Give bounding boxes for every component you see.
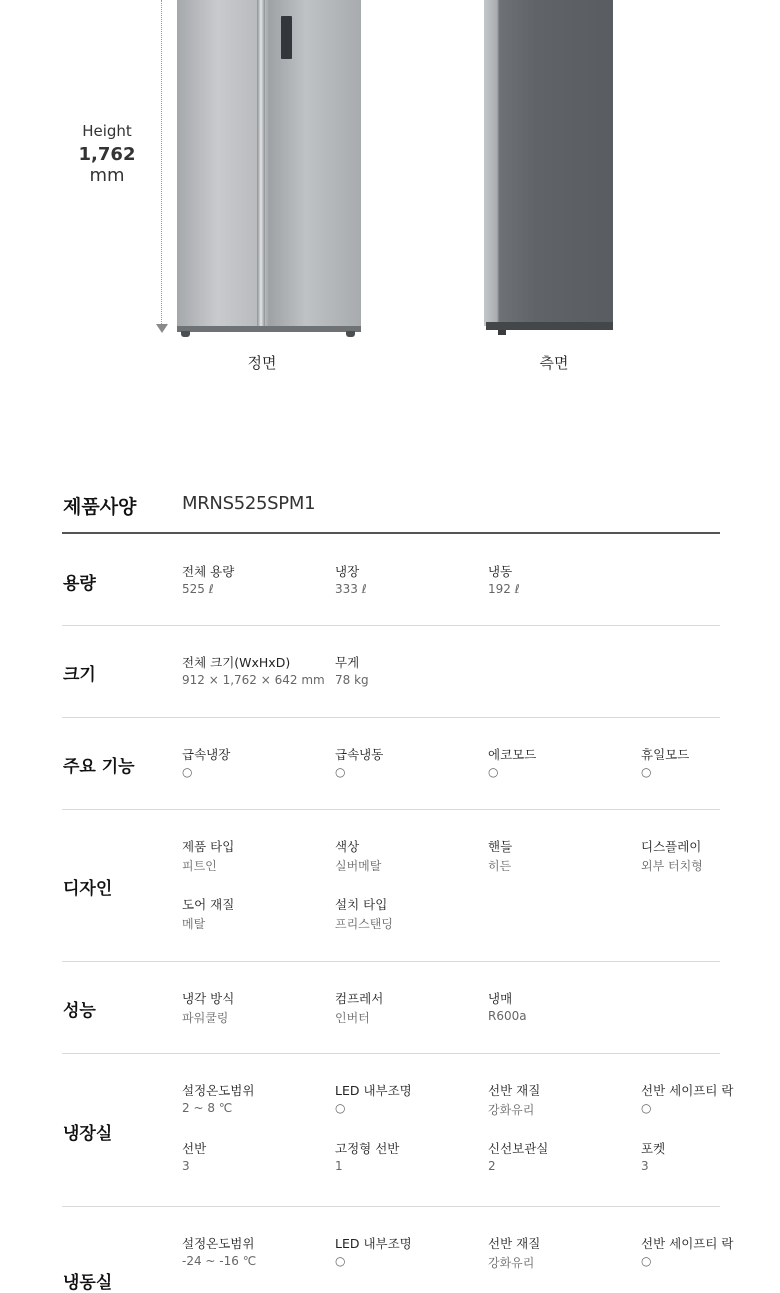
row-divider bbox=[62, 625, 720, 626]
spec-value: ○ bbox=[182, 765, 193, 779]
spec-value: 강화유리 bbox=[488, 1103, 535, 1117]
spec-label: 냉매 bbox=[488, 991, 513, 1006]
front-caption: 정면 bbox=[247, 354, 277, 372]
row-heading: 냉동실 bbox=[63, 1273, 113, 1293]
spec-label: 색상 bbox=[335, 839, 360, 854]
spec-label: 선반 세이프티 락 bbox=[641, 1236, 734, 1251]
spec-label: 냉각 방식 bbox=[182, 991, 235, 1006]
spec-label: 제품 타입 bbox=[182, 839, 235, 854]
row-divider bbox=[62, 961, 720, 962]
refrigerator-foot bbox=[498, 330, 506, 335]
height-word: Height bbox=[82, 122, 132, 140]
spec-label: 에코모드 bbox=[488, 747, 537, 762]
refrigerator-foot bbox=[181, 331, 190, 337]
spec-value: -24 ~ -16 ℃ bbox=[182, 1254, 257, 1268]
spec-value: 강화유리 bbox=[488, 1256, 535, 1270]
row-divider bbox=[62, 1053, 720, 1054]
row-heading: 성능 bbox=[63, 1001, 96, 1021]
spec-value: 1 bbox=[335, 1159, 343, 1173]
spec-value: 78 kg bbox=[335, 673, 369, 687]
spec-value: ○ bbox=[335, 1254, 346, 1268]
height-unit: mm bbox=[89, 165, 125, 186]
spec-value: 실버메탈 bbox=[335, 859, 382, 873]
row-divider bbox=[62, 809, 720, 810]
spec-label: 신선보관실 bbox=[488, 1141, 549, 1156]
spec-value: 333 ℓ bbox=[335, 582, 367, 596]
spec-value: 3 bbox=[182, 1159, 190, 1173]
refrigerator-side-image bbox=[484, 0, 613, 326]
spec-value: ○ bbox=[335, 765, 346, 779]
row-heading: 주요 기능 bbox=[63, 757, 135, 777]
row-heading: 크기 bbox=[63, 665, 96, 685]
spec-label: 설정온도범위 bbox=[182, 1236, 255, 1251]
height-value bbox=[60, 144, 154, 186]
spec-value: 912 × 1,762 × 642 mm bbox=[182, 673, 325, 687]
spec-label: 선반 bbox=[182, 1141, 207, 1156]
spec-label: 무게 bbox=[335, 655, 360, 670]
door-seam bbox=[257, 0, 265, 326]
display-panel bbox=[281, 16, 292, 59]
refrigerator-side-base bbox=[486, 322, 613, 330]
spec-label: 컴프레서 bbox=[335, 991, 384, 1006]
spec-value: 2 ~ 8 ℃ bbox=[182, 1101, 233, 1115]
refrigerator-base bbox=[177, 326, 361, 332]
spec-label: 선반 세이프티 락 bbox=[641, 1083, 734, 1098]
spec-label: 도어 재질 bbox=[182, 897, 235, 912]
spec-label: 포켓 bbox=[641, 1141, 666, 1156]
spec-label: 선반 재질 bbox=[488, 1083, 541, 1098]
spec-label: 핸들 bbox=[488, 839, 513, 854]
spec-label: 디스플레이 bbox=[641, 839, 702, 854]
spec-label: 고정형 선반 bbox=[335, 1141, 400, 1156]
spec-value: 메탈 bbox=[182, 917, 206, 931]
spec-label: 선반 재질 bbox=[488, 1236, 541, 1251]
spec-label: LED 내부조명 bbox=[335, 1236, 412, 1251]
row-divider bbox=[62, 1206, 720, 1207]
spec-value: 192 ℓ bbox=[488, 582, 520, 596]
height-dimension-line bbox=[161, 0, 162, 326]
spec-label: 급속냉동 bbox=[335, 747, 384, 762]
spec-value: 2 bbox=[488, 1159, 496, 1173]
spec-label: LED 내부조명 bbox=[335, 1083, 412, 1098]
spec-value: 파워쿨링 bbox=[182, 1011, 229, 1025]
spec-value: 프리스탠딩 bbox=[335, 917, 393, 931]
side-caption: 측면 bbox=[539, 354, 569, 372]
spec-label: 설정온도범위 bbox=[182, 1083, 255, 1098]
spec-label: 냉동 bbox=[488, 564, 513, 579]
spec-value: ○ bbox=[488, 765, 499, 779]
spec-label: 냉장 bbox=[335, 564, 360, 579]
spec-title: 제품사양 bbox=[63, 496, 137, 518]
spec-value: 외부 터치형 bbox=[641, 859, 703, 873]
spec-top-divider bbox=[62, 532, 720, 534]
spec-value: ○ bbox=[335, 1101, 346, 1115]
height-number: 1,762 bbox=[78, 144, 136, 165]
height-arrow-icon bbox=[156, 324, 168, 333]
row-divider bbox=[62, 717, 720, 718]
row-heading: 디자인 bbox=[63, 879, 113, 899]
refrigerator-front-image bbox=[177, 0, 361, 330]
row-heading: 용량 bbox=[63, 574, 96, 594]
row-heading: 냉장실 bbox=[63, 1124, 113, 1144]
spec-label: 휴일모드 bbox=[641, 747, 690, 762]
spec-value: 인버터 bbox=[335, 1011, 370, 1025]
spec-label: 급속냉장 bbox=[182, 747, 231, 762]
refrigerator-foot bbox=[346, 331, 355, 337]
spec-value: 히든 bbox=[488, 859, 512, 873]
spec-value: 피트인 bbox=[182, 859, 217, 873]
spec-value: 525 ℓ bbox=[182, 582, 214, 596]
spec-label: 전체 크기(WxHxD) bbox=[182, 655, 291, 670]
spec-value: R600a bbox=[488, 1009, 527, 1023]
spec-value: ○ bbox=[641, 765, 652, 779]
spec-value: ○ bbox=[641, 1101, 652, 1115]
spec-value: ○ bbox=[641, 1254, 652, 1268]
spec-label: 설치 타입 bbox=[335, 897, 388, 912]
model-number: MRNS525SPM1 bbox=[182, 493, 316, 514]
spec-value: 3 bbox=[641, 1159, 649, 1173]
spec-label: 전체 용량 bbox=[182, 564, 235, 579]
height-dimension-label bbox=[60, 122, 154, 186]
